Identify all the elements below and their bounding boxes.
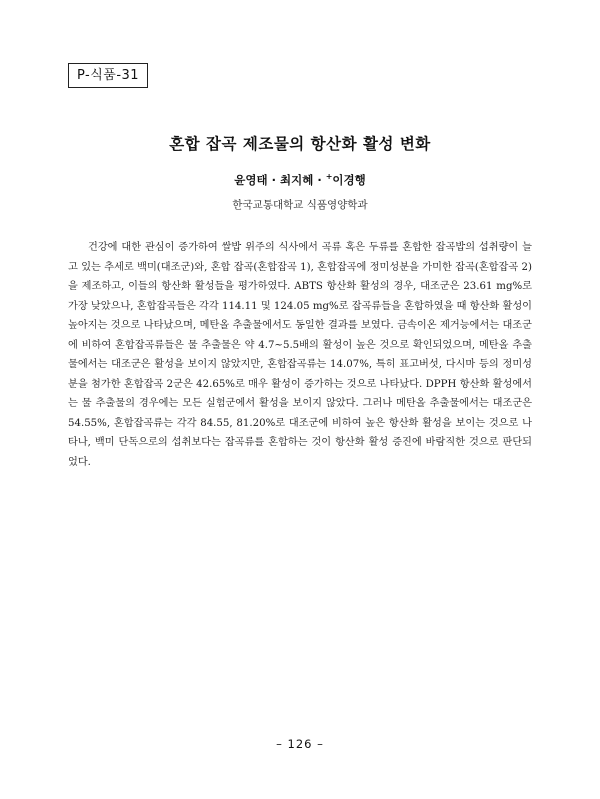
abstract-text: 건강에 대한 관심이 증가하여 쌀밥 위주의 식사에서 곡류 혹은 두류를 혼합한 잡곡밥의 섭취량이 늘고 있는 추세로 백미(대조군)와, 혼합 잡곡(혼합잡곡 1), 혼합잡곡에 정미성분을 가미한 잡곡(혼합잡곡 2)을 제조하고, 이들의 항산화 활성들을 평가하였다. ABTS 항산화 활성의 경우, 대조군은 23.61 mg%로 가장 낮았으나, 혼합잡곡들은 각각 114.11 및 124.05 mg%로 잡곡류들을 혼합하였을 때 항산화 활성이 높아지는 것으로 나타났으며, 메탄올 추출물에서도 동일한 결과를 보였다. 금속이온 제거능에서는 대조군에 비하여 혼합잡곡류들은 물 추출물은 약 4.7~5.5배의 활성이 높은 것으로 확인되었으며, 메탄올 추출물에서는 대조군은 활성을 보이지 않았지만, 혼합잡곡류는 14.07%, 특히 표고버섯, 다시마 등의 정미성분을 첨가한 혼합잡곡 2군은 42.65%로 매우 활성이 증가하는 것으로 나타났다. DPPH 항산화 활성에서는 물 추출물의 경우에는 모든 실험군에서 활성을 보이지 않았다. 그러나 메탄올 추출물에서는 대조군은 54.55%, 혼합잡곡류는 각각 84.55, 81.20%로 대조군에 비하여 높은 항산화 활성을 보이는 것으로 나타나, 백미 단독으로의 섭취보다는 잡곡류를 혼합하는 것이 항산화 활성 증진에 바람직한 것으로 판단되었다. [68, 242, 533, 468]
author-list [0, 172, 600, 188]
co-authors: 윤영태 · 최지혜 · [234, 173, 326, 187]
paper-title: 혼합 잡곡 제조물의 항산화 활성 변화 [169, 135, 431, 153]
page-number: – 126 – [276, 737, 324, 751]
session-code-box [68, 63, 148, 88]
affiliation: 한국교통대학교 식품영양학과 [232, 199, 368, 211]
corresponding-author: 이경행 [332, 173, 366, 187]
corresponding-author-mark: + [325, 172, 333, 181]
session-code: P-식품-31 [76, 68, 140, 83]
